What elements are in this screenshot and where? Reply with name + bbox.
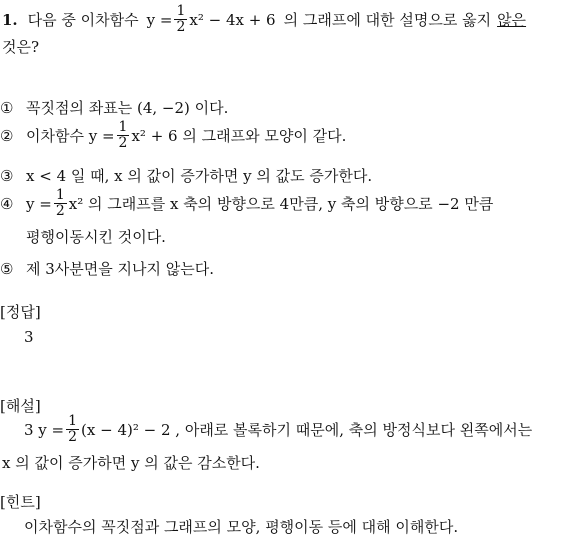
explanation-post: (x − 4)² − 2 , 아래로 볼록하기 때문에, 축의 방정식보다 왼쪽에서는 [81, 421, 533, 439]
question-fraction-numerator: 1 [176, 3, 186, 19]
explanation-fraction-numerator: 1 [68, 413, 78, 429]
choice-4-line-2: 평행이동시킨 것이다. [26, 228, 166, 246]
question-stem-before: 다음 중 이차함수 [27, 11, 139, 29]
question-stem-underlined: 않은 [497, 11, 527, 29]
choice-4 [0, 188, 493, 219]
explanation-line-2: x 의 값이 증가하면 y 의 값은 감소한다. [2, 454, 260, 472]
answer-value: 3 [24, 328, 34, 346]
explanation-line-1 [24, 414, 532, 445]
choice-2-pre: 이차함수 y = [26, 127, 115, 145]
question-stem-mid: 의 그래프에 대한 설명으로 옳지 [283, 11, 492, 29]
choice-3-marker: ③ [0, 166, 14, 185]
choice-5-text: 제 3사분면을 지나지 않는다. [26, 260, 215, 278]
choice-1-marker: ① [0, 98, 14, 117]
choice-3-text: x < 4 일 때, x 의 값이 증가하면 y 의 값도 증가한다. [26, 167, 373, 185]
choice-4-fraction-numerator: 1 [55, 187, 65, 203]
choice-2-fraction-denominator: 2 [118, 135, 128, 151]
explanation-pre: 3 y = [24, 420, 65, 439]
hint-header: [힌트] [0, 493, 41, 511]
choice-2-marker: ② [0, 126, 14, 145]
question-number: 1. [2, 10, 18, 29]
question-func-lhs: y = [146, 10, 173, 29]
question-stem-end: 것은? [2, 38, 40, 56]
answer-header: [정답] [0, 303, 41, 321]
choice-2 [0, 120, 346, 151]
choice-2-fraction-numerator: 1 [118, 119, 128, 135]
explanation-header: [해설] [0, 397, 41, 415]
choice-5-marker: ⑤ [0, 259, 14, 278]
choice-4-fraction-denominator: 2 [55, 203, 65, 219]
choice-4-post: x² 의 그래프를 x 축의 방향으로 4만큼, y 축의 방향으로 −2 만큼 [68, 195, 494, 213]
question-line-1 [2, 4, 526, 35]
explanation-fraction [66, 414, 79, 445]
choice-4-fraction [54, 188, 67, 219]
choice-4-marker: ④ [0, 194, 14, 213]
choice-1 [0, 97, 228, 118]
question-fraction-denominator: 2 [176, 19, 186, 35]
question-fraction [174, 4, 187, 35]
choice-2-post: x² + 6 의 그래프와 모양이 같다. [131, 127, 347, 145]
choice-2-fraction [117, 120, 130, 151]
question-func-rest: x² − 4x + 6 [189, 10, 276, 29]
choice-1-text: 꼭짓점의 좌표는 (4, −2) 이다. [26, 99, 229, 117]
choice-5 [0, 258, 214, 279]
choice-3 [0, 165, 372, 186]
choice-4-pre: y = [26, 194, 52, 213]
hint-text: 이차함수의 꼭짓점과 그래프의 모양, 평행이동 등에 대해 이해한다. [24, 518, 459, 536]
explanation-fraction-denominator: 2 [68, 429, 78, 445]
